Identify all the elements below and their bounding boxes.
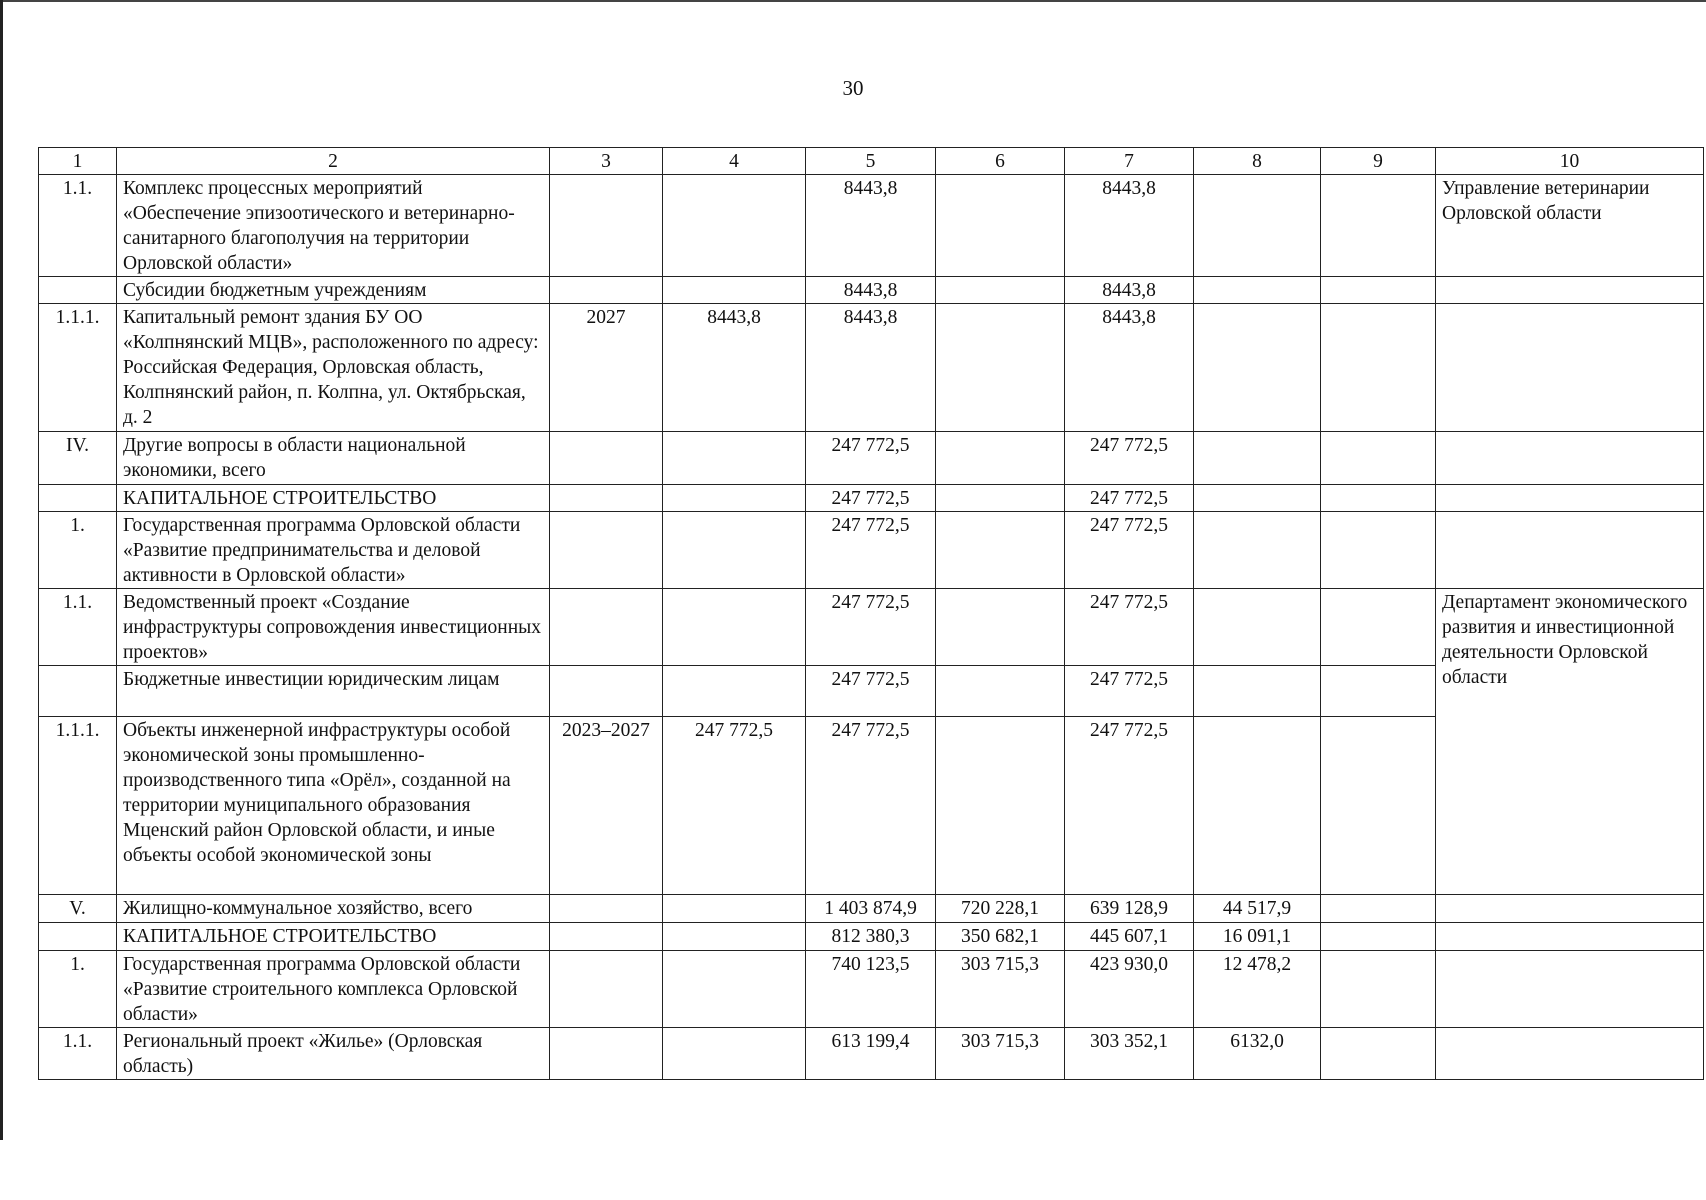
cell-col5: 247 772,5	[806, 512, 936, 589]
cell-col7: 445 607,1	[1065, 923, 1194, 951]
cell-col9	[1321, 1028, 1436, 1080]
row-name: КАПИТАЛЬНОЕ СТРОИТЕЛЬСТВО	[117, 923, 550, 951]
cell-col5: 812 380,3	[806, 923, 936, 951]
budget-table	[38, 147, 1704, 1080]
cell-col8	[1194, 512, 1321, 589]
column-header: 2	[117, 148, 550, 175]
page-left-edge	[0, 0, 3, 1140]
column-header: 9	[1321, 148, 1436, 175]
row-name: Комплекс процессных мероприятий «Обеспечение эпизоотического и ветеринарно-санитарного благополучия на территории Орловской области»	[117, 175, 550, 277]
cell-col9	[1321, 304, 1436, 432]
responsible-cell	[1436, 485, 1704, 512]
table-row	[39, 895, 1704, 923]
column-header: 3	[550, 148, 663, 175]
row-number	[39, 485, 117, 512]
column-header: 8	[1194, 148, 1321, 175]
cell-col3	[550, 175, 663, 277]
row-name: Ведомственный проект «Создание инфраструктуры сопровождения инвестиционных проектов»	[117, 589, 550, 666]
cell-col4	[663, 432, 806, 485]
cell-col4	[663, 512, 806, 589]
cell-col5: 1 403 874,9	[806, 895, 936, 923]
cell-col7: 8443,8	[1065, 277, 1194, 304]
table-row	[39, 304, 1704, 432]
row-number: 1.1.1.	[39, 304, 117, 432]
cell-col3	[550, 666, 663, 717]
cell-col5: 247 772,5	[806, 717, 936, 895]
row-number: 1.1.	[39, 589, 117, 666]
cell-col9	[1321, 951, 1436, 1028]
cell-col6: 303 715,3	[936, 1028, 1065, 1080]
cell-col9	[1321, 485, 1436, 512]
cell-col4	[663, 951, 806, 1028]
cell-col3	[550, 277, 663, 304]
cell-col8	[1194, 589, 1321, 666]
cell-col8	[1194, 304, 1321, 432]
cell-col6: 350 682,1	[936, 923, 1065, 951]
cell-col6	[936, 512, 1065, 589]
cell-col8	[1194, 666, 1321, 717]
row-number: 1.1.	[39, 1028, 117, 1080]
cell-col9	[1321, 512, 1436, 589]
cell-col7: 423 930,0	[1065, 951, 1194, 1028]
row-number: V.	[39, 895, 117, 923]
cell-col3	[550, 895, 663, 923]
cell-col3: 2023–2027	[550, 717, 663, 895]
table-row	[39, 923, 1704, 951]
responsible-cell	[1436, 951, 1704, 1028]
cell-col8	[1194, 717, 1321, 895]
cell-col3	[550, 951, 663, 1028]
cell-col9	[1321, 589, 1436, 666]
responsible-cell	[1436, 512, 1704, 589]
cell-col5: 247 772,5	[806, 666, 936, 717]
cell-col3	[550, 1028, 663, 1080]
cell-col5: 247 772,5	[806, 485, 936, 512]
column-header: 1	[39, 148, 117, 175]
cell-col6	[936, 175, 1065, 277]
table-row	[39, 512, 1704, 589]
cell-col4	[663, 923, 806, 951]
cell-col7: 247 772,5	[1065, 512, 1194, 589]
column-header: 7	[1065, 148, 1194, 175]
page-number: 30	[842, 76, 864, 100]
cell-col9	[1321, 923, 1436, 951]
cell-col6	[936, 485, 1065, 512]
column-header: 5	[806, 148, 936, 175]
row-number: 1.	[39, 951, 117, 1028]
cell-col7: 8443,8	[1065, 304, 1194, 432]
row-name: Другие вопросы в области национальной экономики, всего	[117, 432, 550, 485]
row-number	[39, 923, 117, 951]
cell-col8	[1194, 485, 1321, 512]
cell-col5: 8443,8	[806, 175, 936, 277]
cell-col8	[1194, 277, 1321, 304]
cell-col5: 740 123,5	[806, 951, 936, 1028]
cell-col3	[550, 923, 663, 951]
cell-col6	[936, 432, 1065, 485]
cell-col8: 44 517,9	[1194, 895, 1321, 923]
cell-col8: 16 091,1	[1194, 923, 1321, 951]
responsible-cell	[1436, 304, 1704, 432]
cell-col6	[936, 277, 1065, 304]
table-row	[39, 589, 1704, 666]
header-row	[39, 148, 1704, 175]
cell-col5: 247 772,5	[806, 589, 936, 666]
cell-col9	[1321, 277, 1436, 304]
responsible-cell	[1436, 1028, 1704, 1080]
cell-col5: 613 199,4	[806, 1028, 936, 1080]
row-name: Государственная программа Орловской области «Развитие предпринимательства и деловой активности в Орловской области»	[117, 512, 550, 589]
cell-col4	[663, 589, 806, 666]
responsible-cell	[1436, 432, 1704, 485]
cell-col7: 8443,8	[1065, 175, 1194, 277]
cell-col6	[936, 717, 1065, 895]
responsible-vet: Управление ветеринарии Орловской области	[1436, 175, 1704, 277]
cell-col7: 247 772,5	[1065, 717, 1194, 895]
responsible-cell	[1436, 923, 1704, 951]
cell-col8: 12 478,2	[1194, 951, 1321, 1028]
row-name: Государственная программа Орловской области «Развитие строительного комплекса Орловской области»	[117, 951, 550, 1028]
cell-col7: 247 772,5	[1065, 589, 1194, 666]
cell-col4	[663, 485, 806, 512]
table-row	[39, 1028, 1704, 1080]
table-row	[39, 485, 1704, 512]
cell-col8: 6132,0	[1194, 1028, 1321, 1080]
row-number: 1.1.1.	[39, 717, 117, 895]
cell-col5: 8443,8	[806, 277, 936, 304]
cell-col8	[1194, 432, 1321, 485]
table-row	[39, 175, 1704, 277]
cell-col9	[1321, 432, 1436, 485]
cell-col4	[663, 666, 806, 717]
cell-col9	[1321, 666, 1436, 717]
cell-col4: 8443,8	[663, 304, 806, 432]
column-header: 10	[1436, 148, 1704, 175]
cell-col4	[663, 175, 806, 277]
cell-col6	[936, 589, 1065, 666]
cell-col4	[663, 277, 806, 304]
cell-col8	[1194, 175, 1321, 277]
row-name: Объекты инженерной инфраструктуры особой экономической зоны промышленно-производственного типа «Орёл», созданной на территории муниципального образования Мценский район Орловской области, и иные объекты особой экономической зоны	[117, 717, 550, 895]
page-top-edge	[0, 0, 1706, 2]
cell-col3: 2027	[550, 304, 663, 432]
responsible-cell	[1436, 895, 1704, 923]
cell-col6: 303 715,3	[936, 951, 1065, 1028]
cell-col3	[550, 485, 663, 512]
cell-col4	[663, 895, 806, 923]
cell-col7: 247 772,5	[1065, 666, 1194, 717]
row-name: КАПИТАЛЬНОЕ СТРОИТЕЛЬСТВО	[117, 485, 550, 512]
table-row	[39, 277, 1704, 304]
row-name: Субсидии бюджетным учреждениям	[117, 277, 550, 304]
table-row	[39, 951, 1704, 1028]
row-name: Региональный проект «Жилье» (Орловская область)	[117, 1028, 550, 1080]
cell-col7: 247 772,5	[1065, 485, 1194, 512]
row-name: Бюджетные инвестиции юридическим лицам	[117, 666, 550, 717]
row-name: Жилищно-коммунальное хозяйство, всего	[117, 895, 550, 923]
cell-col3	[550, 589, 663, 666]
cell-col6: 720 228,1	[936, 895, 1065, 923]
row-number	[39, 666, 117, 717]
cell-col6	[936, 666, 1065, 717]
row-number: 1.1.	[39, 175, 117, 277]
column-header: 6	[936, 148, 1065, 175]
cell-col5: 247 772,5	[806, 432, 936, 485]
cell-col4	[663, 1028, 806, 1080]
row-number: IV.	[39, 432, 117, 485]
cell-col7: 303 352,1	[1065, 1028, 1194, 1080]
cell-col9	[1321, 895, 1436, 923]
row-number	[39, 277, 117, 304]
cell-col5: 8443,8	[806, 304, 936, 432]
row-name: Капитальный ремонт здания БУ ОО «Колпнянский МЦВ», расположенного по адресу: Российская Федерация, Орловская область, Колпнянский район, п. Колпна, ул. Октябрьская, д. 2	[117, 304, 550, 432]
cell-col3	[550, 512, 663, 589]
table-row	[39, 432, 1704, 485]
cell-col3	[550, 432, 663, 485]
cell-col9	[1321, 175, 1436, 277]
cell-col4: 247 772,5	[663, 717, 806, 895]
cell-col7: 247 772,5	[1065, 432, 1194, 485]
responsible-cell	[1436, 277, 1704, 304]
cell-col6	[936, 304, 1065, 432]
column-header: 4	[663, 148, 806, 175]
row-number: 1.	[39, 512, 117, 589]
responsible-econ: Департамент экономического развития и инвестиционной деятельности Орловской области	[1436, 589, 1704, 895]
cell-col7: 639 128,9	[1065, 895, 1194, 923]
cell-col9	[1321, 717, 1436, 895]
